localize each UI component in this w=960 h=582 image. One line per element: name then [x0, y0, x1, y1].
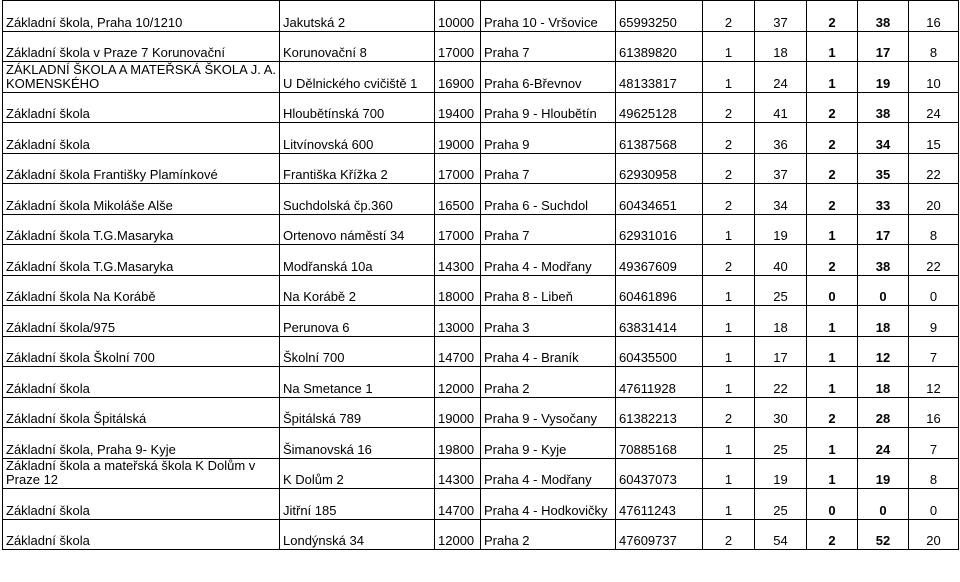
cell-classes: 2 — [703, 123, 755, 154]
cell-count: 10 — [909, 62, 959, 93]
cell-classes-b: 2 — [807, 92, 858, 123]
cell-ico: 61382213 — [616, 397, 703, 428]
cell-pupils: 22 — [755, 367, 807, 398]
table-row — [3, 62, 959, 93]
cell-ico: 49625128 — [616, 92, 703, 123]
cell-ico: 61387568 — [616, 123, 703, 154]
cell-district: Praha 4 - Braník — [481, 336, 616, 367]
cell-school-name: Základní škola — [3, 519, 280, 550]
cell-district: Praha 9 - Vysočany — [481, 397, 616, 428]
cell-postal-code: 17000 — [435, 31, 481, 62]
cell-school-name: Základní škola T.G.Masaryka — [3, 245, 280, 276]
cell-school-name: Základní škola, Praha 10/1210 — [3, 1, 280, 32]
cell-classes-b: 2 — [807, 519, 858, 550]
cell-postal-code: 14700 — [435, 336, 481, 367]
cell-classes: 1 — [703, 214, 755, 245]
cell-pupils: 37 — [755, 1, 807, 32]
cell-pupils-b: 18 — [858, 367, 909, 398]
cell-classes: 1 — [703, 275, 755, 306]
cell-postal-code: 14300 — [435, 458, 481, 489]
cell-pupils-b: 52 — [858, 519, 909, 550]
cell-classes-b: 1 — [807, 336, 858, 367]
cell-pupils: 41 — [755, 92, 807, 123]
table-row — [3, 306, 959, 337]
cell-classes-b: 1 — [807, 306, 858, 337]
cell-pupils: 37 — [755, 153, 807, 184]
cell-pupils-b: 34 — [858, 123, 909, 154]
cell-pupils-b: 12 — [858, 336, 909, 367]
cell-ico: 60437073 — [616, 458, 703, 489]
table-row — [3, 31, 959, 62]
cell-postal-code: 18000 — [435, 275, 481, 306]
cell-pupils-b: 19 — [858, 458, 909, 489]
cell-classes-b: 1 — [807, 62, 858, 93]
cell-school-name: Základní škola/975 — [3, 306, 280, 337]
cell-address: Ortenovo náměstí 34 — [280, 214, 435, 245]
cell-school-name: Základní škola v Praze 7 Korunovační — [3, 31, 280, 62]
cell-pupils: 19 — [755, 458, 807, 489]
cell-count: 20 — [909, 184, 959, 215]
cell-school-name: Základní škola — [3, 123, 280, 154]
cell-address: Jakutská 2 — [280, 1, 435, 32]
cell-classes: 2 — [703, 245, 755, 276]
cell-address: Špitálská 789 — [280, 397, 435, 428]
cell-count: 7 — [909, 336, 959, 367]
cell-school-name: Základní škola T.G.Masaryka — [3, 214, 280, 245]
cell-classes: 1 — [703, 428, 755, 459]
cell-district: Praha 6-Břevnov — [481, 62, 616, 93]
cell-count: 20 — [909, 519, 959, 550]
cell-count: 9 — [909, 306, 959, 337]
cell-pupils: 30 — [755, 397, 807, 428]
cell-ico: 65993250 — [616, 1, 703, 32]
table-row — [3, 519, 959, 550]
table-row — [3, 367, 959, 398]
cell-count: 8 — [909, 458, 959, 489]
cell-address: Školní 700 — [280, 336, 435, 367]
cell-classes-b: 2 — [807, 123, 858, 154]
cell-classes: 1 — [703, 367, 755, 398]
cell-postal-code: 19400 — [435, 92, 481, 123]
cell-pupils-b: 38 — [858, 92, 909, 123]
cell-pupils: 24 — [755, 62, 807, 93]
cell-ico: 60435500 — [616, 336, 703, 367]
table-row — [3, 428, 959, 459]
cell-address: Litvínovská 600 — [280, 123, 435, 154]
cell-address: Perunova 6 — [280, 306, 435, 337]
cell-classes-b: 1 — [807, 214, 858, 245]
cell-classes: 2 — [703, 92, 755, 123]
cell-ico: 47611243 — [616, 489, 703, 520]
cell-classes-b: 1 — [807, 428, 858, 459]
cell-ico: 60434651 — [616, 184, 703, 215]
table-row — [3, 92, 959, 123]
cell-school-name: Základní škola — [3, 367, 280, 398]
cell-pupils-b: 24 — [858, 428, 909, 459]
cell-postal-code: 16500 — [435, 184, 481, 215]
cell-classes: 1 — [703, 336, 755, 367]
cell-count: 16 — [909, 397, 959, 428]
cell-ico: 61389820 — [616, 31, 703, 62]
cell-address: Na Smetance 1 — [280, 367, 435, 398]
cell-postal-code: 19000 — [435, 397, 481, 428]
cell-count: 0 — [909, 489, 959, 520]
cell-pupils-b: 0 — [858, 275, 909, 306]
table-row — [3, 184, 959, 215]
cell-district: Praha 8 - Libeň — [481, 275, 616, 306]
cell-address: Suchdolská čp.360 — [280, 184, 435, 215]
cell-count: 22 — [909, 245, 959, 276]
cell-district: Praha 2 — [481, 519, 616, 550]
cell-address: Londýnská 34 — [280, 519, 435, 550]
table-row — [3, 214, 959, 245]
cell-school-name: Základní škola, Praha 9- Kyje — [3, 428, 280, 459]
cell-postal-code: 17000 — [435, 214, 481, 245]
cell-postal-code: 19000 — [435, 123, 481, 154]
cell-ico: 48133817 — [616, 62, 703, 93]
cell-classes-b: 1 — [807, 367, 858, 398]
table-row — [3, 489, 959, 520]
cell-pupils-b: 35 — [858, 153, 909, 184]
cell-count: 8 — [909, 214, 959, 245]
cell-classes: 1 — [703, 489, 755, 520]
cell-school-name: ZÁKLADNÍ ŠKOLA A MATEŘSKÁ ŠKOLA J. A. KOMENSKÉHO — [3, 62, 280, 93]
cell-pupils: 34 — [755, 184, 807, 215]
table-row — [3, 336, 959, 367]
cell-classes-b: 2 — [807, 153, 858, 184]
cell-classes-b: 1 — [807, 31, 858, 62]
cell-count: 12 — [909, 367, 959, 398]
cell-pupils-b: 33 — [858, 184, 909, 215]
cell-pupils-b: 0 — [858, 489, 909, 520]
schools-table — [2, 0, 959, 550]
cell-postal-code: 19800 — [435, 428, 481, 459]
cell-pupils: 18 — [755, 306, 807, 337]
cell-district: Praha 7 — [481, 214, 616, 245]
cell-postal-code: 10000 — [435, 1, 481, 32]
cell-school-name: Základní škola Františky Plamínkové — [3, 153, 280, 184]
table-row — [3, 123, 959, 154]
cell-count: 15 — [909, 123, 959, 154]
cell-ico: 47611928 — [616, 367, 703, 398]
cell-classes: 2 — [703, 519, 755, 550]
cell-pupils: 25 — [755, 428, 807, 459]
cell-address: U Dělnického cvičiště 1 — [280, 62, 435, 93]
table-row — [3, 245, 959, 276]
cell-district: Praha 2 — [481, 367, 616, 398]
cell-ico: 49367609 — [616, 245, 703, 276]
cell-classes: 1 — [703, 306, 755, 337]
cell-pupils-b: 17 — [858, 214, 909, 245]
cell-postal-code: 17000 — [435, 153, 481, 184]
cell-school-name: Základní škola a mateřská škola K Dolům v Praze 12 — [3, 458, 280, 489]
cell-pupils-b: 38 — [858, 245, 909, 276]
cell-address: Šimanovská 16 — [280, 428, 435, 459]
cell-pupils-b: 17 — [858, 31, 909, 62]
cell-classes-b: 1 — [807, 458, 858, 489]
cell-address: Jitřní 185 — [280, 489, 435, 520]
cell-pupils: 18 — [755, 31, 807, 62]
cell-ico: 60461896 — [616, 275, 703, 306]
cell-count: 24 — [909, 92, 959, 123]
table-row — [3, 275, 959, 306]
cell-postal-code: 12000 — [435, 519, 481, 550]
cell-classes: 2 — [703, 1, 755, 32]
cell-district: Praha 9 — [481, 123, 616, 154]
cell-ico: 70885168 — [616, 428, 703, 459]
cell-classes: 2 — [703, 153, 755, 184]
cell-classes-b: 2 — [807, 1, 858, 32]
cell-postal-code: 14300 — [435, 245, 481, 276]
table-row — [3, 153, 959, 184]
cell-postal-code: 12000 — [435, 367, 481, 398]
cell-pupils-b: 19 — [858, 62, 909, 93]
cell-count: 16 — [909, 1, 959, 32]
cell-count: 0 — [909, 275, 959, 306]
cell-ico: 62931016 — [616, 214, 703, 245]
cell-pupils-b: 18 — [858, 306, 909, 337]
cell-classes: 1 — [703, 458, 755, 489]
cell-address: Modřanská 10a — [280, 245, 435, 276]
cell-district: Praha 6 - Suchdol — [481, 184, 616, 215]
cell-pupils: 40 — [755, 245, 807, 276]
cell-pupils-b: 28 — [858, 397, 909, 428]
cell-pupils: 36 — [755, 123, 807, 154]
cell-address: K Dolům 2 — [280, 458, 435, 489]
cell-ico: 47609737 — [616, 519, 703, 550]
cell-classes-b: 2 — [807, 245, 858, 276]
cell-district: Praha 10 - Vršovice — [481, 1, 616, 32]
cell-count: 22 — [909, 153, 959, 184]
cell-district: Praha 4 - Modřany — [481, 245, 616, 276]
cell-address: Korunovační 8 — [280, 31, 435, 62]
cell-district: Praha 7 — [481, 31, 616, 62]
cell-district: Praha 4 - Hodkovičky — [481, 489, 616, 520]
cell-school-name: Základní škola — [3, 489, 280, 520]
cell-classes: 1 — [703, 31, 755, 62]
cell-district: Praha 9 - Hloubětín — [481, 92, 616, 123]
cell-ico: 63831414 — [616, 306, 703, 337]
cell-school-name: Základní škola Na Korábě — [3, 275, 280, 306]
cell-classes: 2 — [703, 397, 755, 428]
cell-district: Praha 3 — [481, 306, 616, 337]
cell-classes-b: 2 — [807, 184, 858, 215]
cell-pupils: 25 — [755, 275, 807, 306]
cell-postal-code: 16900 — [435, 62, 481, 93]
cell-school-name: Základní škola — [3, 92, 280, 123]
cell-classes-b: 0 — [807, 489, 858, 520]
cell-postal-code: 13000 — [435, 306, 481, 337]
cell-district: Praha 9 - Kyje — [481, 428, 616, 459]
cell-postal-code: 14700 — [435, 489, 481, 520]
cell-district: Praha 4 - Modřany — [481, 458, 616, 489]
cell-classes-b: 0 — [807, 275, 858, 306]
cell-pupils-b: 38 — [858, 1, 909, 32]
table-row — [3, 397, 959, 428]
cell-ico: 62930958 — [616, 153, 703, 184]
cell-school-name: Základní škola Školní 700 — [3, 336, 280, 367]
cell-school-name: Základní škola Špitálská — [3, 397, 280, 428]
cell-school-name: Základní škola Mikoláše Alše — [3, 184, 280, 215]
cell-address: Františka Křížka 2 — [280, 153, 435, 184]
table-row — [3, 458, 959, 489]
cell-address: Na Korábě 2 — [280, 275, 435, 306]
cell-count: 8 — [909, 31, 959, 62]
table-row — [3, 1, 959, 32]
cell-address: Hloubětínská 700 — [280, 92, 435, 123]
cell-classes: 1 — [703, 62, 755, 93]
cell-pupils: 25 — [755, 489, 807, 520]
cell-district: Praha 7 — [481, 153, 616, 184]
cell-pupils: 19 — [755, 214, 807, 245]
cell-count: 7 — [909, 428, 959, 459]
cell-pupils: 54 — [755, 519, 807, 550]
cell-classes-b: 2 — [807, 397, 858, 428]
cell-classes: 2 — [703, 184, 755, 215]
cell-pupils: 17 — [755, 336, 807, 367]
